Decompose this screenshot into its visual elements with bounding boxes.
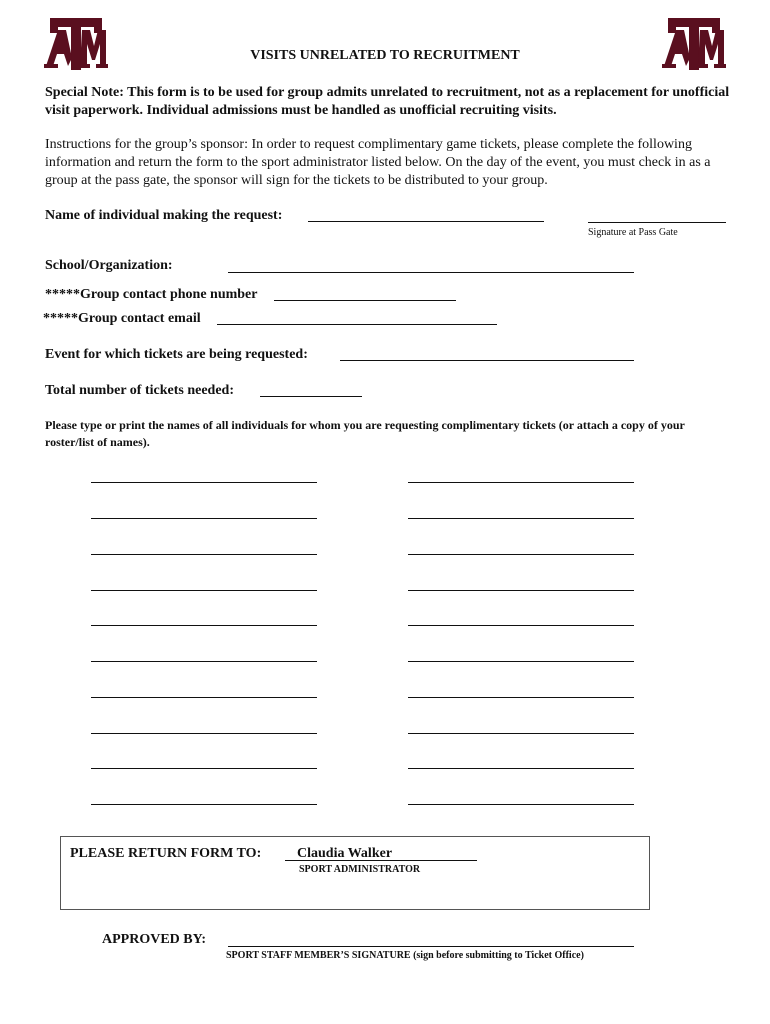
group-email-label: *****Group contact email [43, 311, 201, 326]
attendee-name-line[interactable] [408, 590, 634, 591]
signature-caption: Signature at Pass Gate [588, 227, 678, 238]
group-phone-label: *****Group contact phone number [45, 287, 258, 302]
attendee-name-line[interactable] [91, 554, 317, 555]
attendee-name-line[interactable] [408, 625, 634, 626]
attendee-name-line[interactable] [91, 804, 317, 805]
staff-signature-field[interactable] [228, 946, 634, 947]
attendee-name-line[interactable] [91, 661, 317, 662]
attendee-name-line[interactable] [91, 697, 317, 698]
sponsor-instructions: Instructions for the group’s sponsor: In order to request complimentary game tickets, please complete the following information and return the form to the sport administrator listed below. On the day of the event, you must check in as a group at the pass gate, the sponsor will sign for the tickets to be distributed to your group. [45, 137, 711, 188]
attendee-name-line[interactable] [408, 804, 634, 805]
form-title: VISITS UNRELATED TO RECRUITMENT [250, 48, 520, 63]
administrator-name: Claudia Walker [297, 846, 393, 861]
administrator-role: SPORT ADMINISTRATOR [299, 864, 421, 875]
event-field[interactable] [340, 360, 634, 361]
attendee-name-line[interactable] [91, 482, 317, 483]
return-form-label: PLEASE RETURN FORM TO: [70, 846, 262, 861]
school-organization-field[interactable] [228, 272, 634, 273]
attendee-name-line[interactable] [91, 768, 317, 769]
special-note: Special Note: This form is to be used for group admits unrelated to recruitment, not as a replacement for unofficial visit paperwork. Individual admissions must be handled as unofficial recruiting visits. [45, 85, 730, 118]
attendee-name-line[interactable] [408, 768, 634, 769]
attendee-name-line[interactable] [91, 625, 317, 626]
attendee-name-line[interactable] [408, 554, 634, 555]
approved-by-label: APPROVED BY: [102, 932, 207, 947]
pass-gate-signature-field[interactable] [588, 222, 726, 223]
ticket-count-field[interactable] [260, 396, 362, 397]
attendee-name-line[interactable] [408, 697, 634, 698]
group-phone-field[interactable] [274, 300, 456, 301]
attendee-name-line[interactable] [408, 518, 634, 519]
attendee-name-line[interactable] [408, 733, 634, 734]
event-label: Event for which tickets are being requested: [45, 347, 308, 362]
staff-signature-caption: SPORT STAFF MEMBER’S SIGNATURE (sign before submitting to Ticket Office) [226, 950, 584, 961]
names-instructions: Please type or print the names of all individuals for whom you are requesting complimentary tickets (or attach a copy of your roster/list of names). [45, 418, 685, 449]
attendee-name-line[interactable] [408, 661, 634, 662]
attendee-name-line[interactable] [408, 482, 634, 483]
school-organization-label: School/Organization: [45, 258, 173, 273]
attendee-name-line[interactable] [91, 590, 317, 591]
attendee-name-line[interactable] [91, 518, 317, 519]
group-email-field[interactable] [217, 324, 497, 325]
ticket-count-label: Total number of tickets needed: [45, 383, 234, 398]
requester-name-field[interactable] [308, 221, 544, 222]
requester-name-label: Name of individual making the request: [45, 208, 283, 223]
attendee-name-line[interactable] [91, 733, 317, 734]
